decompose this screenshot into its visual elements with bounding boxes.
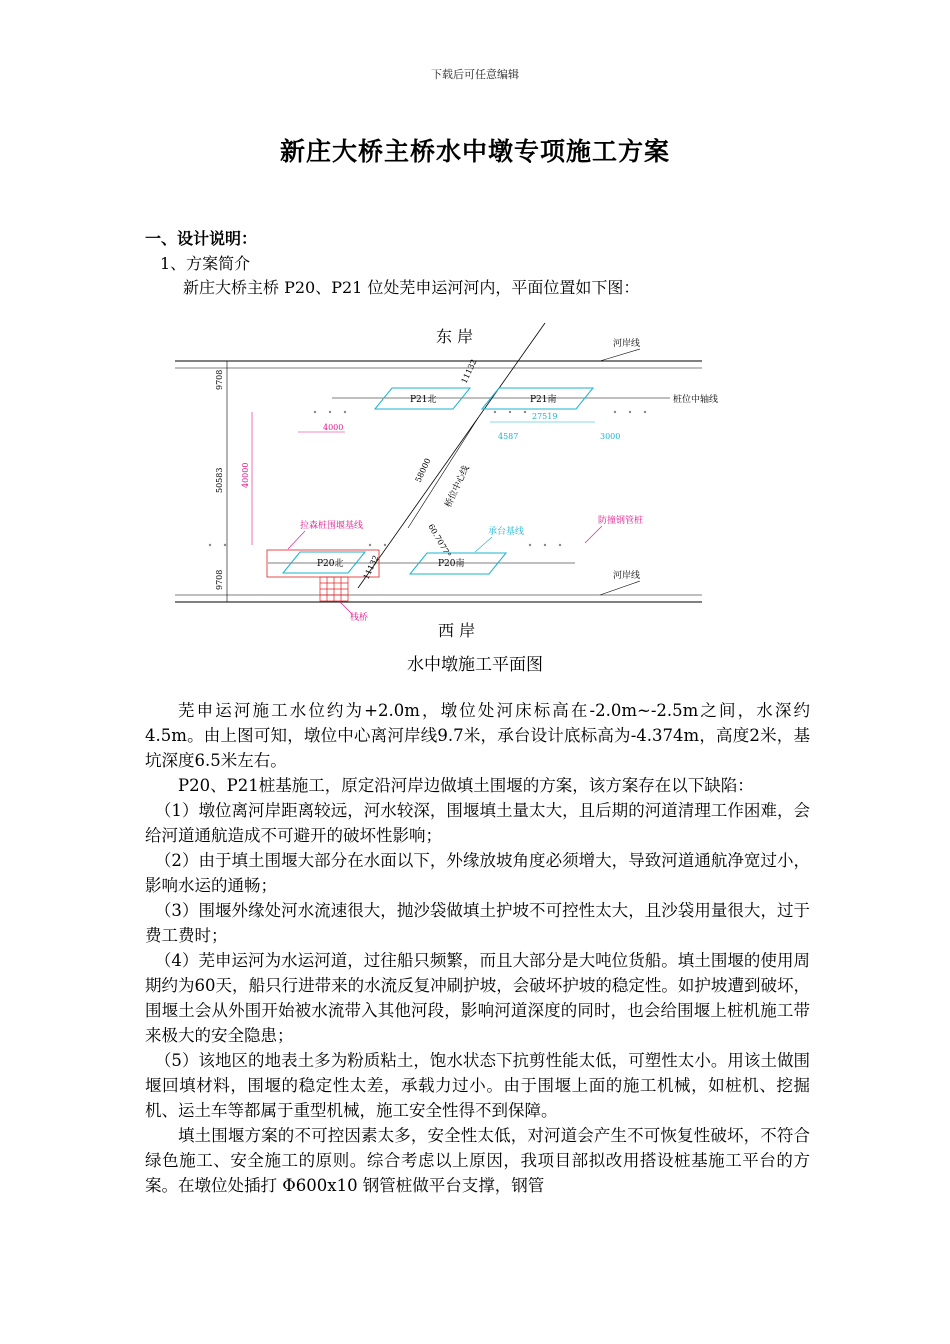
dim-50583: 50583	[215, 467, 224, 493]
bottom-bank-line-label: 河岸线	[613, 571, 641, 581]
dim-11132-bottom: 11132	[361, 553, 381, 581]
sheet-pile-label: 拉森桩围堰基线	[300, 521, 364, 531]
trestle-label: 栈桥	[350, 613, 369, 623]
angle-label: 60.7077°	[426, 522, 453, 560]
cap-baseline-label: 承台基线	[488, 527, 525, 537]
dim-9708-bottom: 9708	[215, 569, 224, 590]
subsection-heading: 1、方案简介	[160, 254, 251, 273]
dim-27519: 27519	[532, 412, 558, 421]
east-bank-label: 东 岸	[436, 327, 474, 346]
header-note: 下载后可任意编辑	[431, 68, 519, 81]
dim-9708-top: 9708	[215, 369, 224, 390]
dim-4587: 4587	[498, 432, 519, 441]
anti-collision-dots-bottom	[209, 544, 561, 546]
figure-caption: 水中墩施工平面图	[407, 655, 543, 675]
paragraph-1: 芜申运河施工水位约为+2.0m，墩位处河床标高在-2.0m~-2.5m之间，水深约4.5m。由上图可知，墩位中心离河岸线9.7米，承台设计底标高为-4.374m，高度2米，基坑深度6.5米左右。	[145, 701, 810, 770]
paragraph-2: P20、P21桩基施工，原定沿河岸边做填土围堰的方案，该方案存在以下缺陷：	[178, 776, 754, 795]
pile-axis-label: 桩位中轴线	[673, 395, 719, 405]
bridge-center-label: 桥位中心线	[443, 464, 472, 510]
dim-11132-top: 11132	[459, 357, 479, 385]
dim-4000: 4000	[323, 423, 344, 432]
anti-collision-dots-top	[314, 411, 646, 413]
body-text	[145, 698, 810, 1198]
defect-item-4: （4）芜申运河为水运河道，过往船只频繁，而且大部分是大吨位货船。填土围堰的使用周期约为60天，船只行进带来的水流反复冲刷护坡，会破坏护坡的稳定性。如护坡遭到破坏，围堰土会从外围开始被水流带入其他河段，影响河道深度的同时，也会给围堰上桩机施工带来极大的安全隐患；	[145, 951, 810, 1045]
defect-item-5: （5）该地区的地表土多为粉质粘土，饱水状态下抗剪性能太低，可塑性太小。用该土做围堰回填材料，围堰的稳定性太差，承载力过小。由于围堰上面的施工机械，如桩机、挖掘机、运土车等都属于重型机械，施工安全性得不到保障。	[145, 1051, 810, 1120]
trestle-grid	[320, 577, 348, 601]
section-heading: 一、设计说明：	[145, 229, 258, 248]
defect-item-1: （1）墩位离河岸距离较远，河水较深，围堰填土量太大，且后期的河道清理工作困难，会给河道通航造成不可避开的破坏性影响；	[145, 801, 810, 845]
p20-south-label: P20南	[438, 559, 465, 569]
dim-40000: 40000	[241, 462, 250, 488]
p20-north-label: P20北	[317, 559, 344, 569]
west-bank-label: 西 岸	[438, 621, 476, 640]
defect-item-2: （2）由于填土围堰大部分在水面以下，外缘放坡角度必须增大，导致河道通航净宽过小，影响水运的通畅；	[145, 851, 810, 895]
paragraph-3: 填土围堰方案的不可控因素太多，安全性太低，对河道会产生不可恢复性破坏，不符合绿色施工、安全施工的原则。综合考虑以上原因，我项目部拟改用搭设桩基施工平台的方案。在墩位处插打 Φ600x10 钢管桩做平台支撑，钢管	[145, 1126, 810, 1195]
plan-diagram	[170, 318, 730, 640]
p21-south-label: P21南	[530, 395, 557, 405]
dim-3000: 3000	[600, 432, 621, 441]
dim-58000: 58000	[413, 456, 433, 484]
top-bank-line-label: 河岸线	[613, 339, 641, 349]
document-title: 新庄大桥主桥水中墩专项施工方案	[279, 137, 670, 166]
p21-north-label: P21北	[410, 395, 437, 405]
anti-collision-label: 防撞钢管桩	[598, 516, 644, 526]
bridge-center-line	[358, 323, 545, 588]
intro-line: 新庄大桥主桥 P20、P21 位处芜申运河河内，平面位置如下图：	[183, 278, 640, 297]
defect-item-3: （3）围堰外缘处河水流速很大，抛沙袋做填土护坡不可控性太大，且沙袋用量很大，过于费工费时；	[145, 901, 810, 945]
